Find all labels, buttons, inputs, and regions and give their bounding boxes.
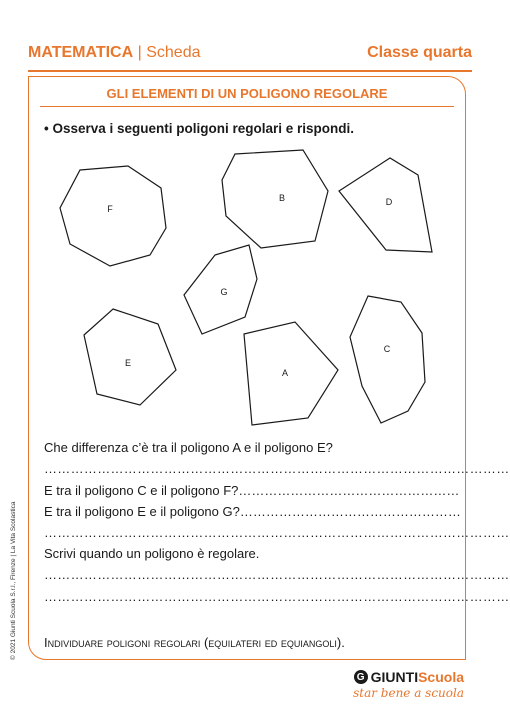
publisher-logo: [353, 669, 464, 700]
label-e: E: [124, 358, 132, 368]
answer-line-3: ……………………………………………………………………………………………: [44, 525, 510, 540]
grade-label: Classe quarta: [367, 44, 472, 61]
subject-name: MATEMATICA: [28, 44, 134, 61]
brand-name-part2: Scuola: [418, 669, 464, 685]
polygon-a-pentagon: [244, 322, 338, 425]
label-b: B: [278, 193, 286, 203]
brand-name: [353, 669, 464, 685]
worksheet-title: GLI ELEMENTI DI UN POLIGONO REGOLARE: [106, 86, 388, 101]
question-3: E tra il poligono E e il poligono G?……………………………………………: [44, 504, 461, 519]
answer-line-4a: ……………………………………………………………………………………………: [44, 567, 510, 582]
copyright-notice: © 2021 Giunti Scuola S.r.l., Firenze | La Vita Scolastica: [10, 501, 17, 660]
giunti-g-icon: G: [354, 670, 368, 684]
answer-line-4b: ……………………………………………………………………………………………: [44, 589, 510, 604]
brand-tagline: star bene a scuola: [353, 686, 464, 700]
answer-line-1: ……………………………………………………………………………………………: [44, 461, 510, 476]
instruction-text: • Osserva i seguenti poligoni regolari e rispondi.: [44, 121, 355, 136]
question-2: E tra il poligono C e il poligono F?……………………………………………: [44, 483, 460, 498]
section-name: Scheda: [146, 44, 201, 61]
label-g: G: [220, 287, 228, 297]
polygon-f-octagon: [60, 166, 166, 266]
brand-name-part1: GIUNTI: [370, 669, 419, 685]
label-c: C: [383, 344, 391, 354]
polygon-e-hexagon: [84, 309, 176, 405]
label-f: F: [107, 204, 113, 214]
learning-objective: Individuare poligoni regolari (equilateri ed equiangoli).: [44, 635, 345, 650]
polygon-c-octagon: [350, 296, 425, 423]
polygon-b-shape: [222, 150, 328, 248]
question-1: Che differenza c’è tra il poligono A e il poligono E?: [44, 440, 333, 455]
question-4: Scrivi quando un poligono è regolare.: [44, 546, 260, 561]
label-a: A: [281, 368, 289, 378]
label-d: D: [385, 197, 393, 207]
header-separator: |: [137, 44, 142, 61]
